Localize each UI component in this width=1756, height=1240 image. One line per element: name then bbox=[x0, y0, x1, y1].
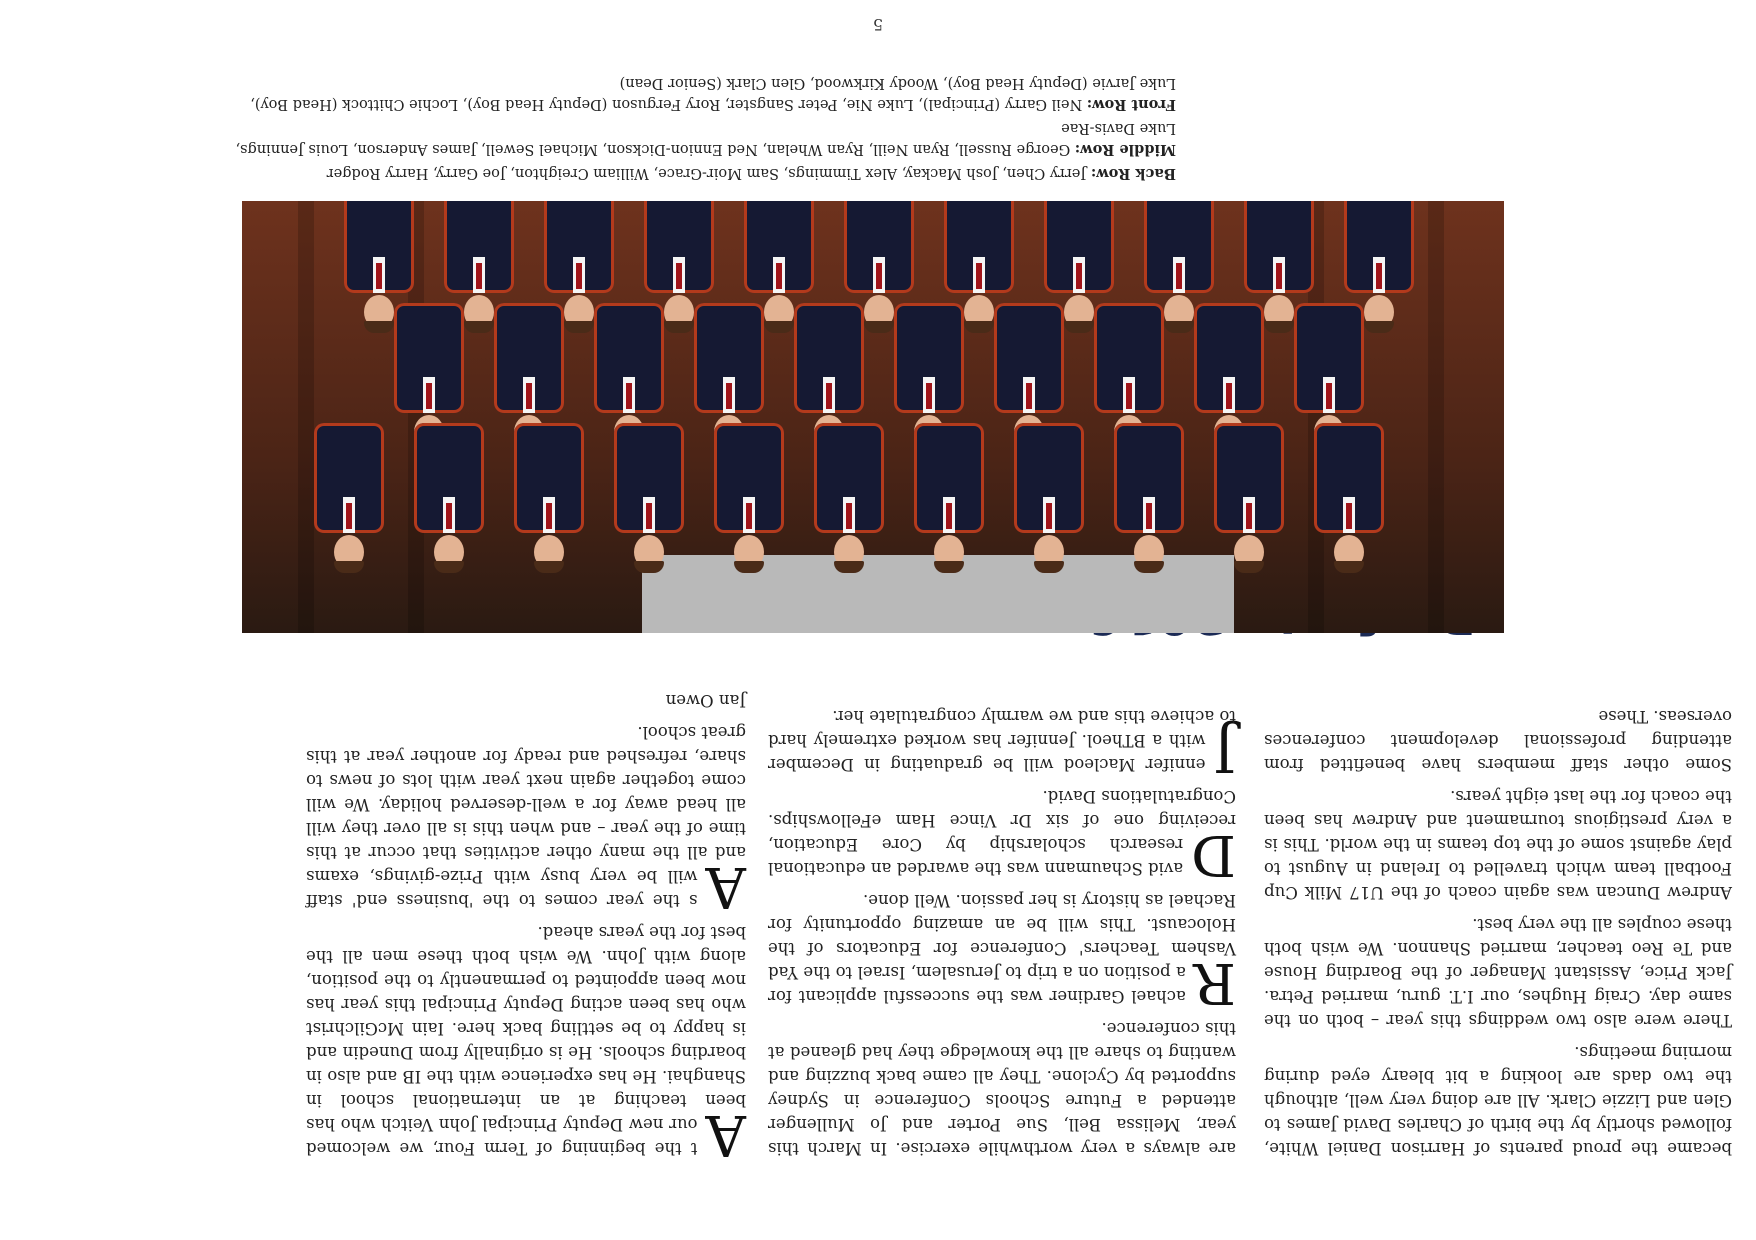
tie bbox=[576, 263, 582, 289]
photo-caption bbox=[216, 70, 1176, 184]
hair bbox=[1264, 321, 1294, 333]
hair bbox=[834, 561, 864, 573]
paragraph bbox=[306, 920, 746, 1167]
hair bbox=[364, 321, 394, 333]
person-figure bbox=[1114, 423, 1184, 573]
tie bbox=[926, 383, 932, 409]
tie bbox=[526, 383, 532, 409]
hair bbox=[334, 561, 364, 573]
person-figure bbox=[514, 423, 584, 573]
paragraph-text: avid Schaumann was the awarded an educational research scholarship by Core Education, receiving one of six Dr Vince Ham eFellowships. Congratulations David. bbox=[768, 787, 1236, 878]
paragraph-text: ennifer Macleod will be graduating in December with a BTheol. Jennifer has worked extremely hard to achieve this and we warmly congratulate her. bbox=[768, 707, 1236, 774]
hair bbox=[1234, 561, 1264, 573]
person-figure bbox=[614, 423, 684, 573]
tie bbox=[376, 263, 382, 289]
hair bbox=[1134, 561, 1164, 573]
person-figure bbox=[414, 423, 484, 573]
tie bbox=[346, 503, 352, 529]
tie bbox=[1076, 263, 1082, 289]
tie bbox=[476, 263, 482, 289]
paragraph bbox=[768, 704, 1236, 783]
tie bbox=[1126, 383, 1132, 409]
paragraph: are always a very worthwhile exercise. In March this year, Melissa Bell, Sue Porter and Jo Mullenger attended a Future Schools Conference in Sydney supported by Cyclone. They all came back buzzing and wanting to share all the knowledge they had gleaned at this conference. bbox=[768, 1019, 1236, 1158]
article-column-right bbox=[306, 680, 746, 1167]
article-column-left bbox=[1264, 696, 1732, 1160]
person-figure bbox=[1014, 423, 1084, 573]
person-figure bbox=[714, 423, 784, 573]
paragraph: Some other staff members have benefitted from attending professional development conferences overseas. These bbox=[1264, 707, 1732, 774]
caption-names: Jerry Chen, Josh Mackay, Alex Timmings, Sam Moir-Grace, William Creighton, Joe Garry, Harry Rodger bbox=[326, 165, 1087, 181]
hair bbox=[1364, 321, 1394, 333]
hair bbox=[734, 561, 764, 573]
paragraph bbox=[768, 784, 1236, 887]
tie bbox=[676, 263, 682, 289]
tie bbox=[776, 263, 782, 289]
tie bbox=[746, 503, 752, 529]
caption-label: Middle Row: bbox=[1074, 141, 1176, 158]
tie bbox=[846, 503, 852, 529]
tie bbox=[446, 503, 452, 529]
paragraph-text: s the year comes to the 'business end' staff will be very busy with Prize-givings, exams and all the many other activities that occur at this time of the year – and when this is all over they will all head away for a well-deserved holiday. We will come together again next year with lots of news to share, refreshed and ready for another year at this great school. bbox=[306, 723, 746, 910]
author-signature: Jan Owen bbox=[665, 691, 746, 710]
hair bbox=[764, 321, 794, 333]
tie bbox=[1226, 383, 1232, 409]
tie bbox=[1376, 263, 1382, 289]
tie bbox=[826, 383, 832, 409]
hair bbox=[534, 561, 564, 573]
person-figure bbox=[914, 423, 984, 573]
drop-cap: D bbox=[1191, 822, 1236, 887]
caption-label: Back Row: bbox=[1090, 165, 1176, 182]
hair bbox=[964, 321, 994, 333]
tie bbox=[1176, 263, 1182, 289]
hair bbox=[1334, 561, 1364, 573]
tie bbox=[1276, 263, 1282, 289]
curtain-fold bbox=[298, 201, 314, 633]
tie bbox=[1246, 503, 1252, 529]
hair bbox=[1164, 321, 1194, 333]
tie bbox=[876, 263, 882, 289]
paragraph-text: achael Gardiner was the successful applicant for a position on a trip to Jerusalem, Israel to the Yad Vashem Teachers' Conference for Educators of the Holocaust. This will be an amazing opportunity for Rachael as history is her passion. Well done. bbox=[768, 891, 1236, 1006]
person-figure bbox=[314, 423, 384, 573]
tie bbox=[1026, 383, 1032, 409]
paragraph bbox=[306, 720, 746, 919]
tie bbox=[626, 383, 632, 409]
tie bbox=[646, 503, 652, 529]
tie bbox=[1346, 503, 1352, 529]
drop-cap: R bbox=[1193, 950, 1236, 1015]
hair bbox=[464, 321, 494, 333]
hair bbox=[1064, 321, 1094, 333]
hair bbox=[864, 321, 894, 333]
tie bbox=[946, 503, 952, 529]
person-figure bbox=[1214, 423, 1284, 573]
paragraph: There were also two weddings this year – both on the same day. Craig Hughes, our I.T. guru, married Petra. Jack Price, Assistant Manager of the Boarding House and Te Reo teacher, married Shannon. We wish both these couples all the very best. bbox=[1264, 915, 1732, 1030]
caption-names: George Russell, Ryan Neill, Ryan Whelan, Ned Ennion-Dickson, Michael Sewell, James Anderson, Louis Jennings, Luke Davis-Rae bbox=[235, 120, 1176, 157]
tie bbox=[976, 263, 982, 289]
caption-middle-row bbox=[216, 117, 1176, 160]
tie bbox=[546, 503, 552, 529]
page-number: 5 bbox=[872, 15, 884, 34]
curtain-fold bbox=[1428, 201, 1444, 633]
tie bbox=[726, 383, 732, 409]
hair bbox=[564, 321, 594, 333]
hair bbox=[934, 561, 964, 573]
hair bbox=[634, 561, 664, 573]
hair bbox=[434, 561, 464, 573]
paragraph bbox=[768, 888, 1236, 1015]
caption-label: Front Row: bbox=[1086, 96, 1176, 113]
group-photo bbox=[242, 201, 1504, 633]
paragraph: became the proud parents of Harrison Daniel White, followed shortly by the birth of Charles David James to Glen and Lizzie Clark. All are doing very well, although the two dads are looking a bit bleary eyed during morning meetings. bbox=[1264, 1043, 1732, 1158]
tie bbox=[1326, 383, 1332, 409]
caption-front-row bbox=[216, 72, 1176, 115]
article-column-middle bbox=[768, 696, 1236, 1160]
tie bbox=[426, 383, 432, 409]
drop-cap: A bbox=[705, 1102, 746, 1167]
caption-back-row bbox=[216, 162, 1176, 184]
tie bbox=[1146, 503, 1152, 529]
hair bbox=[664, 321, 694, 333]
drop-cap: A bbox=[705, 854, 746, 919]
hair bbox=[1034, 561, 1064, 573]
caption-names: Neil Garry (Principal), Luke Nie, Peter Sangster, Rory Ferguson (Deputy Head Boy), Lochie Chittock (Head Boy), Luke Jarvie (Deputy Head Boy), Woody Kirkwood, Glen Clark (Senior Dean) bbox=[250, 75, 1176, 112]
drop-cap: J bbox=[1213, 718, 1236, 783]
paragraph: Andrew Duncan was again coach of the U17 Milk Cup Football team which travelled to Ireland in August to play against some of the top teams in the world. This is a very prestigious tournament and Andrew has been the coach for the last eight years. bbox=[1264, 787, 1732, 902]
tie bbox=[1046, 503, 1052, 529]
person-figure bbox=[814, 423, 884, 573]
paragraph-text: t the beginning of Term Four, we welcomed our new Deputy Principal John Veitch who has been teaching at an international school in Shanghai. He has experience with the IB and also in boarding schools. He is originally from Dunedin and is happy to be settling back here. Iain McGilchrist who has been acting Deputy Principal this year has now been appointed to permanently to the position, along with John. We wish both these men all the best for the years ahead. bbox=[306, 923, 746, 1158]
person-figure bbox=[1314, 423, 1384, 573]
